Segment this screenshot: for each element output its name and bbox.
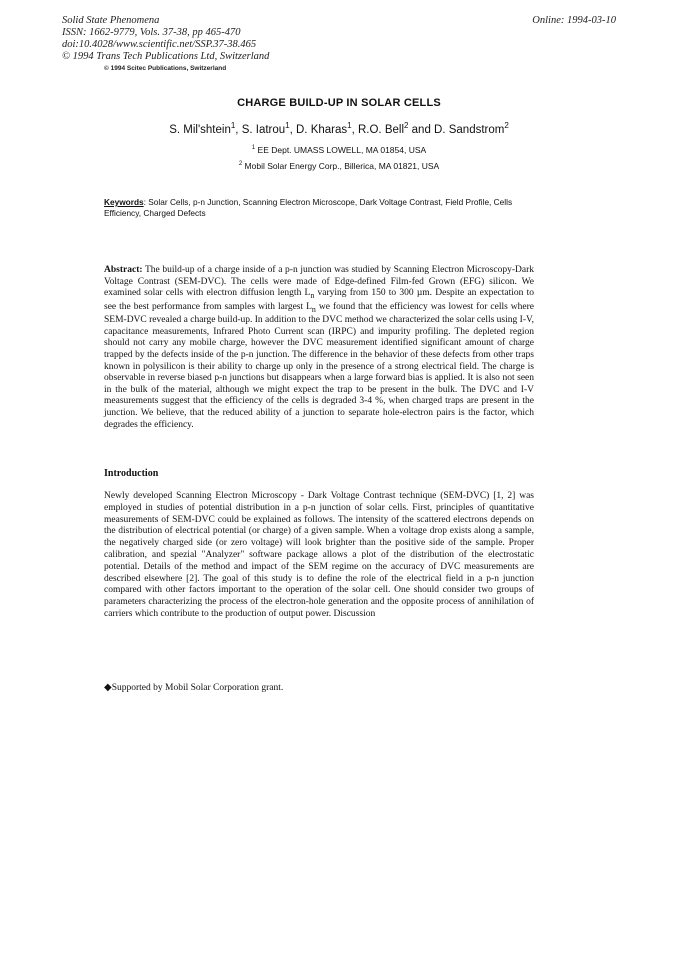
affiliation-text: Mobil Solar Energy Corp., Billerica, MA 01821, USA bbox=[244, 161, 440, 171]
copyright-line: © 1994 Trans Tech Publications Ltd, Switzerland bbox=[62, 51, 270, 62]
journal-name: Solid State Phenomena bbox=[62, 15, 160, 26]
publication-header bbox=[62, 15, 269, 75]
affiliation-1 bbox=[0, 145, 678, 155]
affiliation-number: 2 bbox=[238, 161, 243, 168]
author-affiliation-mark: 2 bbox=[504, 121, 509, 130]
abstract-text-3: we found that the efficiency was lowest for cells where SEM-DVC revealed a charge build-up. In addition to the DVC method we characterized the solar cells using I-V, capacitance measurements, Infrared Photo Current scan (IRPC) and impurity profiling. The depleted region should not carry any mobile charge, however the DVC measurement identified significant amount of charge trapped by the defects inside of the p-n junction. The difference in the behavior of these defects from other traps known in polysilicon is their ability to charge up only in the presence of a strong electrical field. The charge is observable in reverse biased p-n junctions but disappears when a large forward bias is applied. It is also not seen in the bulk of the material, although we might expect the trap to be present in the bulk. The DVC and I-V measurements suggest that the efficiency of the cells is degraded 3-4 %, when charged traps are present in the junction. We believe, that the reduced ability of a junction to separate hole-electron pairs is the factor, which degrades the efficiency. bbox=[104, 301, 534, 430]
diamond-icon: ◆ bbox=[104, 682, 112, 693]
author-affiliation-mark: 2 bbox=[404, 121, 409, 130]
affiliation-text: EE Dept. UMASS LOWELL, MA 01854, USA bbox=[257, 145, 427, 155]
keywords-text: : Solar Cells, p-n Junction, Scanning Electron Microscope, Dark Voltage Contrast, Field Profile, Cells Efficiency, Charged Defects bbox=[104, 197, 513, 218]
subscript: n bbox=[310, 291, 315, 301]
author-name: R.O. Bell bbox=[357, 123, 404, 136]
abstract-text-2: varying from 150 to 300 µm. Despite an expectation to see the best performance from samples with largest L bbox=[104, 288, 534, 312]
keywords-label: Keywords bbox=[104, 197, 144, 207]
abstract-text-1: The build-up of a charge inside of a p-n junction was studied by Scanning Electron Microscopy-Dark Voltage Contrast (SEM-DVC). The cells were made of Edge-defined Film-fed Grown (EFG) silicon. We examined solar cells with electron diffusion length L bbox=[104, 265, 534, 299]
author-name: S. Mil'shtein bbox=[169, 123, 231, 136]
keywords-block bbox=[104, 197, 534, 219]
abstract-block bbox=[104, 265, 534, 431]
author-affiliation-mark: 1 bbox=[347, 121, 352, 130]
author-name: D. Sandstrom bbox=[434, 123, 505, 136]
doi-line: doi:10.4028/www.scientific.net/SSP.37-38.465 bbox=[62, 39, 257, 50]
author-list: S. Mil'shtein$^1$, S. Iatrou$^1$, D. Kharas$^1$, R.O. Bell$^2$ and D. Sandstrom$^2$ bbox=[169, 121, 509, 136]
subscript: n bbox=[311, 304, 316, 314]
footnote bbox=[104, 682, 283, 693]
online-date: Online: 1994-03-10 bbox=[532, 15, 616, 26]
footnote-text: Supported by Mobil Solar Corporation grant. bbox=[111, 683, 284, 693]
copyright-line-2: © 1994 Scitec Publications, Switzerland bbox=[104, 65, 227, 72]
author-name: D. Kharas bbox=[296, 123, 348, 136]
affiliation-number: 1 bbox=[251, 145, 256, 152]
intro-paragraph: Newly developed Scanning Electron Microscopy - Dark Voltage Contrast technique (SEM-DVC) [1, 2] was employed in studies of potential distribution in a p-n junction of solar cells. First, principles of quantitative measurements of SEM-DVC could be explained as follows. The intensity of the scattered electrons depends on the distribution of electrical potential (or charge) of a given sample. When a voltage drop exists along a sample, the negatively charged side (or zero voltage) will look brighter than the positive side of the sample. Proper calibration, and spezial "Analyzer" software package allows a plot of the distribution of the electrostatic potential. Details of the method and impact of the SEM regime on the accuracy of DVC measurements are described elsewhere [2]. The goal of this study is to define the role of the electrical field in a p-n junction compared with other factors important to the operation of the solar cell. One should consider two groups of parameters characterizing the process of the electron-hole generation and the opposite process of annihilation of carriers which contribute to the production of output power. Discussion bbox=[104, 491, 534, 619]
issn-line: ISSN: 1662-9779, Vols. 37-38, pp 465-470 bbox=[62, 27, 241, 38]
author-name: S. Iatrou bbox=[241, 123, 286, 136]
author-affiliation-mark: 1 bbox=[285, 121, 290, 130]
section-heading: Introduction bbox=[104, 468, 159, 479]
author-affiliation-mark: 1 bbox=[230, 121, 236, 130]
affiliation-2 bbox=[0, 161, 678, 171]
paper-title: CHARGE BUILD-UP IN SOLAR CELLS bbox=[237, 97, 441, 109]
abstract-label: Abstract: bbox=[104, 265, 143, 275]
